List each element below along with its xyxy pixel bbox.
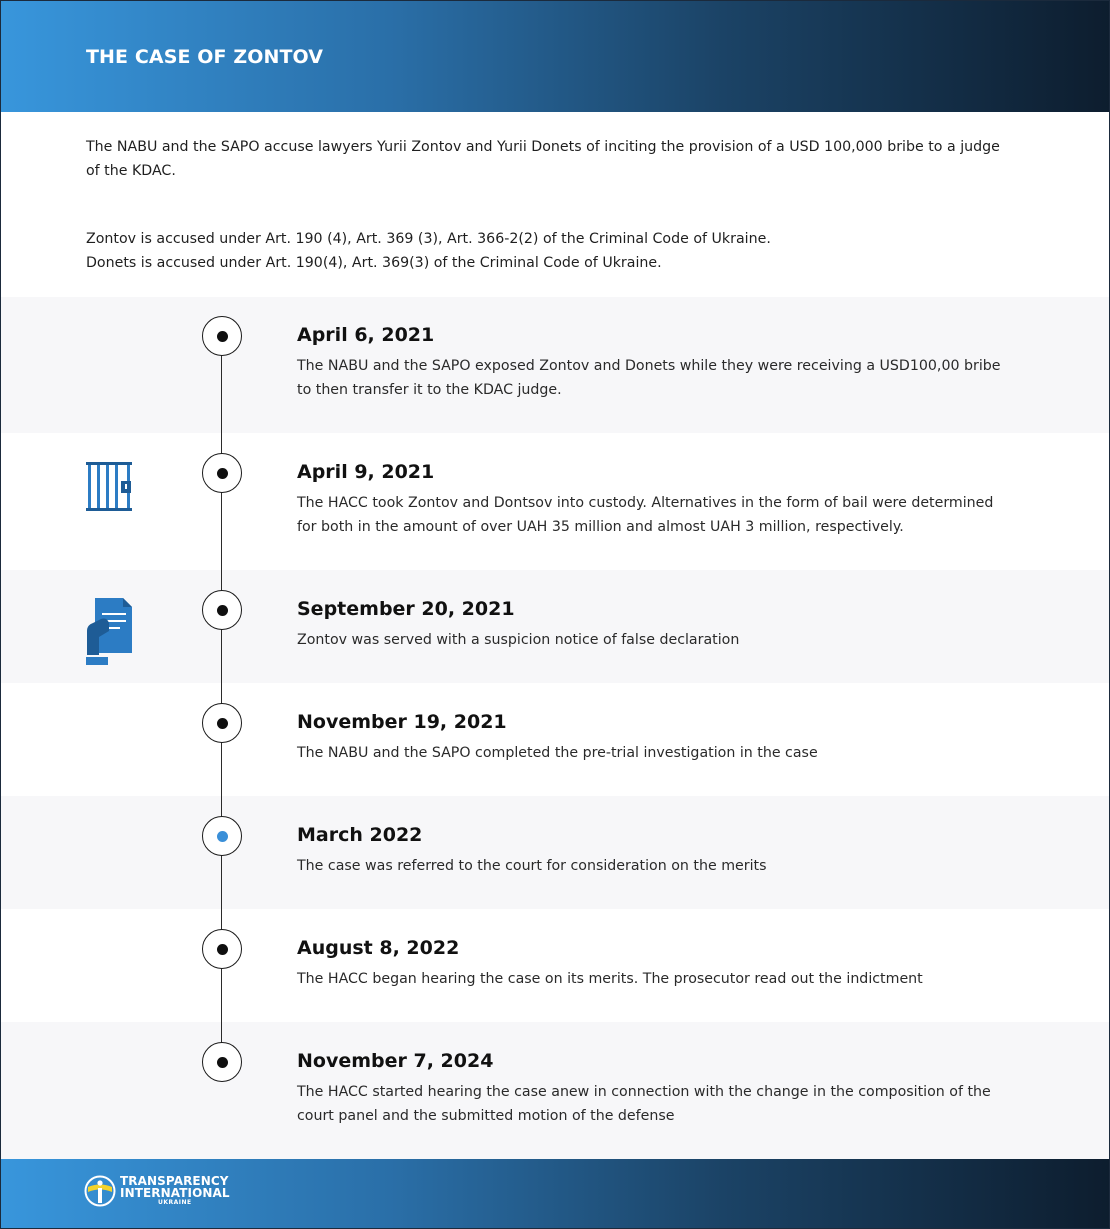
header-banner [1, 1, 1110, 112]
hand-document-icon [85, 597, 133, 667]
timeline-row [1, 570, 1110, 683]
timeline-row [1, 1022, 1110, 1159]
charges-donets: Donets is accused under Art. 190(4), Art. 369(3) of the Criminal Code of Ukraine. [86, 255, 662, 271]
logo-line-1: TRANSPARENCY [120, 1174, 229, 1188]
logo-line-2: INTERNATIONAL [120, 1186, 230, 1200]
timeline-node [202, 703, 242, 743]
event-date: September 20, 2021 [297, 598, 515, 620]
event-description: The NABU and the SAPO exposed Zontov and Donets while they were receiving a USD100,00 bribe to then transfer it to the KDAC judge. [297, 358, 1001, 398]
event-date: November 7, 2024 [297, 1050, 494, 1072]
logo-line-3: UKRAINE [158, 1199, 192, 1206]
event-date: August 8, 2022 [297, 937, 460, 959]
logo-wordmark [120, 1175, 230, 1207]
timeline-node [202, 453, 242, 493]
event-description: Zontov was served with a suspicion notice of false declaration [297, 632, 740, 648]
intro-paragraph: The NABU and the SAPO accuse lawyers Yurii Zontov and Yurii Donets of inciting the provision of a USD 100,000 bribe to a judge of the KDAC. [86, 139, 1000, 179]
timeline-node [202, 316, 242, 356]
event-description: The HACC took Zontov and Dontsov into custody. Alternatives in the form of bail were determined for both in the amount of over UAH 35 million and almost UAH 3 million, respectively. [297, 495, 994, 535]
timeline-node-current [202, 816, 242, 856]
timeline-node [202, 929, 242, 969]
prison-bars-icon [85, 461, 133, 513]
event-description: The HACC began hearing the case on its merits. The prosecutor read out the indictment [297, 971, 923, 987]
timeline-row [1, 909, 1110, 1022]
charges-paragraph [86, 227, 1006, 275]
footer-banner [1, 1159, 1110, 1229]
transparency-international-logo [84, 1175, 230, 1207]
timeline-row [1, 683, 1110, 796]
timeline-row [1, 433, 1110, 570]
timeline-node [202, 590, 242, 630]
event-description: The NABU and the SAPO completed the pre-trial investigation in the case [297, 745, 818, 761]
timeline-row [1, 297, 1110, 433]
event-description: The case was referred to the court for consideration on the merits [297, 858, 767, 874]
event-description: The HACC started hearing the case anew in connection with the change in the composition of the court panel and the submitted motion of the defense [297, 1084, 991, 1124]
timeline-node [202, 1042, 242, 1082]
page-title: THE CASE OF ZONTOV [86, 46, 324, 68]
event-date: April 6, 2021 [297, 324, 435, 346]
event-date: March 2022 [297, 824, 423, 846]
timeline-row [1, 796, 1110, 909]
ti-emblem-icon [84, 1175, 116, 1207]
event-date: April 9, 2021 [297, 461, 435, 483]
charges-zontov: Zontov is accused under Art. 190 (4), Art. 369 (3), Art. 366-2(2) of the Criminal Code of Ukraine. [86, 231, 771, 247]
event-date: November 19, 2021 [297, 711, 507, 733]
